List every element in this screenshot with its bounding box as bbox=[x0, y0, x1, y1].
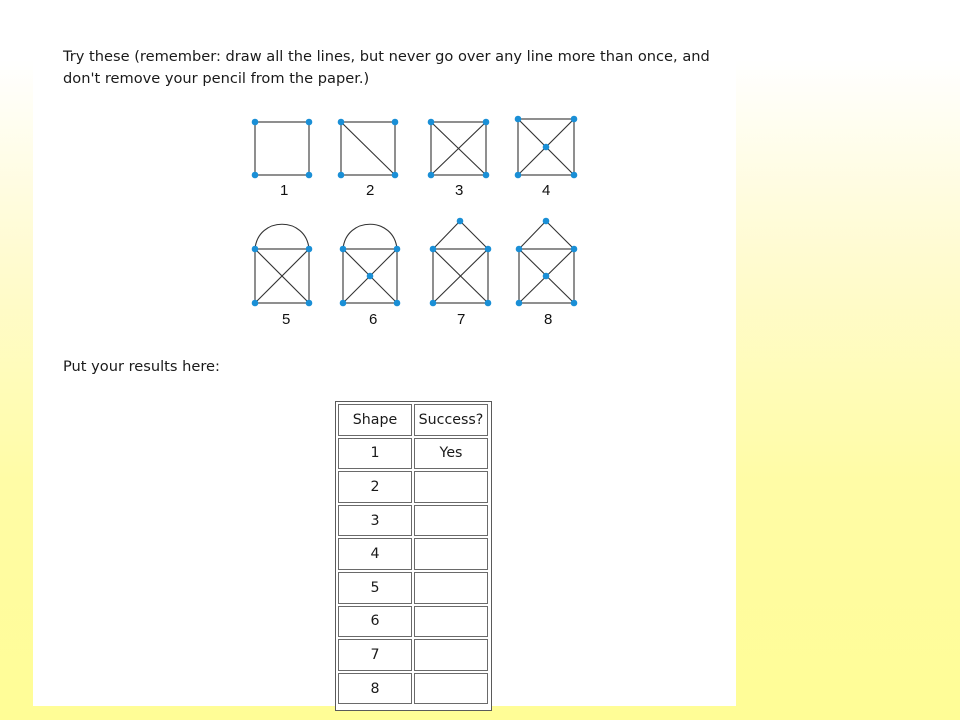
success-cell[interactable] bbox=[414, 606, 488, 638]
table-row bbox=[337, 504, 490, 538]
table-row bbox=[337, 571, 490, 605]
table-row bbox=[337, 470, 490, 504]
shape-cell: 8 bbox=[338, 673, 412, 705]
shape-cell: 4 bbox=[338, 538, 412, 570]
shape-6 bbox=[343, 224, 397, 303]
shape-3 bbox=[431, 122, 486, 175]
shape-label-7: 7 bbox=[457, 311, 466, 328]
shape-5 bbox=[255, 224, 309, 303]
shapes-figure bbox=[248, 106, 583, 328]
shape-label-5: 5 bbox=[282, 311, 291, 328]
shape-cell: 5 bbox=[338, 572, 412, 604]
shape-cell: 1 bbox=[338, 438, 412, 470]
shape-2 bbox=[341, 122, 395, 175]
shape-label-3: 3 bbox=[455, 182, 464, 199]
shape-7 bbox=[433, 221, 488, 303]
results-label: Put your results here: bbox=[63, 358, 220, 375]
shape-cell: 3 bbox=[338, 505, 412, 537]
shape-label-8: 8 bbox=[544, 311, 553, 328]
shape-label-6: 6 bbox=[369, 311, 378, 328]
shape-cell: 7 bbox=[338, 639, 412, 671]
shape-label-1: 1 bbox=[280, 182, 289, 199]
document-page bbox=[33, 0, 736, 706]
success-cell[interactable] bbox=[414, 639, 488, 671]
table-header-row bbox=[337, 403, 490, 437]
success-cell[interactable] bbox=[414, 538, 488, 570]
table-row bbox=[337, 537, 490, 571]
table-row bbox=[337, 672, 490, 706]
success-cell[interactable] bbox=[414, 471, 488, 503]
shape-label-2: 2 bbox=[366, 182, 375, 199]
shape-label-4: 4 bbox=[542, 182, 551, 199]
table-row bbox=[337, 437, 490, 471]
success-cell[interactable] bbox=[414, 572, 488, 604]
success-cell[interactable] bbox=[414, 673, 488, 705]
instructions-text: Try these (remember: draw all the lines, but never go over any line more than once, and don't remove your pencil from the paper.) bbox=[63, 48, 710, 87]
table-row bbox=[337, 605, 490, 639]
shapes-diagram bbox=[248, 106, 583, 328]
table-row bbox=[337, 638, 490, 672]
header-shape: Shape bbox=[338, 404, 412, 436]
shape-1 bbox=[255, 122, 309, 175]
shape-cell: 6 bbox=[338, 606, 412, 638]
results-table bbox=[335, 401, 492, 711]
vertex-dots bbox=[252, 116, 578, 307]
shape-cell: 2 bbox=[338, 471, 412, 503]
success-cell[interactable]: Yes bbox=[414, 438, 488, 470]
shape-8 bbox=[519, 221, 574, 303]
header-success: Success? bbox=[414, 404, 488, 436]
success-cell[interactable] bbox=[414, 505, 488, 537]
